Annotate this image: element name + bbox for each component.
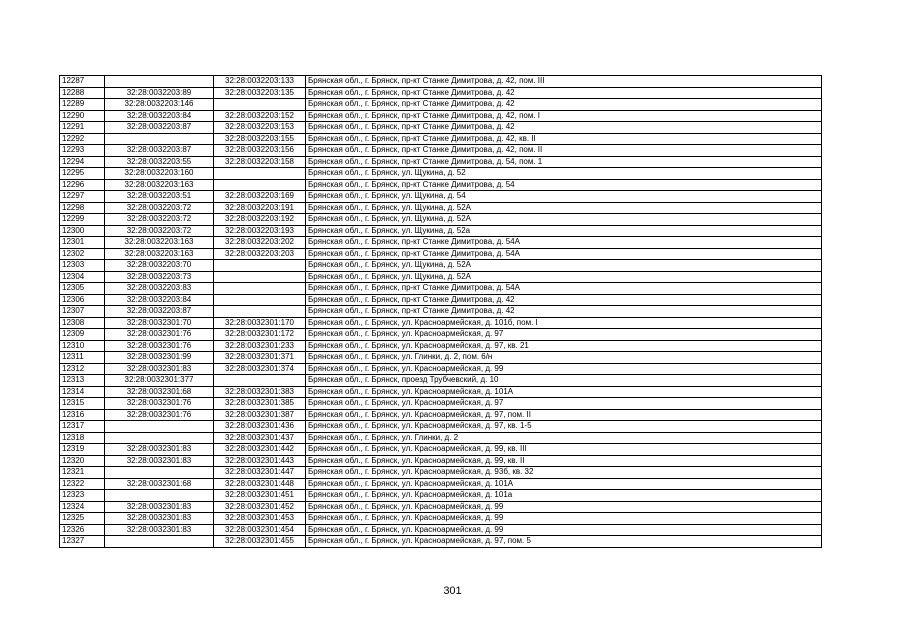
- registry-table: [59, 75, 822, 548]
- address-cell: Брянская обл., г. Брянск, пр-кт Станке Димитрова, д. 42: [306, 294, 822, 306]
- land-cadastral-number-cell: 32:28:0032301:83: [105, 524, 214, 536]
- row-number-cell: 12324: [60, 501, 105, 513]
- row-number-cell: 12313: [60, 375, 105, 387]
- object-cadastral-number-cell: [214, 271, 306, 283]
- row-number-cell: 12299: [60, 214, 105, 226]
- address-cell: Брянская обл., г. Брянск, ул. Красноармейская, д. 97, кв. 21: [306, 340, 822, 352]
- row-number-cell: 12302: [60, 248, 105, 260]
- row-number-cell: 12326: [60, 524, 105, 536]
- address-cell: Брянская обл., г. Брянск, пр-кт Станке Димитрова, д. 54А: [306, 283, 822, 295]
- address-cell: Брянская обл., г. Брянск, ул. Красноармейская, д. 99, кв. II: [306, 455, 822, 467]
- row-number-cell: 12294: [60, 156, 105, 168]
- row-number-cell: 12322: [60, 478, 105, 490]
- address-cell: Брянская обл., г. Брянск, ул. Красноармейская, д. 99: [306, 363, 822, 375]
- object-cadastral-number-cell: 32:28:0032301:447: [214, 467, 306, 479]
- land-cadastral-number-cell: 32:28:0032203:72: [105, 225, 214, 237]
- address-cell: Брянская обл., г. Брянск, пр-кт Станке Димитрова, д. 42: [306, 99, 822, 111]
- address-cell: Брянская обл., г. Брянск, ул. Красноармейская, д. 97: [306, 329, 822, 341]
- row-number-cell: 12292: [60, 133, 105, 145]
- row-number-cell: 12301: [60, 237, 105, 249]
- row-number-cell: 12327: [60, 536, 105, 548]
- land-cadastral-number-cell: 32:28:0032203:163: [105, 248, 214, 260]
- address-cell: Брянская обл., г. Брянск, ул. Щукина, д. 52а: [306, 225, 822, 237]
- table-row: [60, 260, 822, 272]
- object-cadastral-number-cell: 32:28:0032301:454: [214, 524, 306, 536]
- land-cadastral-number-cell: 32:28:0032203:146: [105, 99, 214, 111]
- address-cell: Брянская обл., г. Брянск, пр-кт Станке Димитрова, д. 54А: [306, 248, 822, 260]
- row-number-cell: 12305: [60, 283, 105, 295]
- row-number-cell: 12289: [60, 99, 105, 111]
- land-cadastral-number-cell: [105, 432, 214, 444]
- table-row: [60, 409, 822, 421]
- row-number-cell: 12298: [60, 202, 105, 214]
- land-cadastral-number-cell: 32:28:0032301:83: [105, 501, 214, 513]
- object-cadastral-number-cell: [214, 260, 306, 272]
- table-row: [60, 133, 822, 145]
- table-row: [60, 179, 822, 191]
- land-cadastral-number-cell: 32:28:0032301:83: [105, 455, 214, 467]
- row-number-cell: 12304: [60, 271, 105, 283]
- table-row: [60, 375, 822, 387]
- row-number-cell: 12291: [60, 122, 105, 134]
- row-number-cell: 12309: [60, 329, 105, 341]
- address-cell: Брянская обл., г. Брянск, ул. Глинки, д. 2, пом. 6/н: [306, 352, 822, 364]
- row-number-cell: 12308: [60, 317, 105, 329]
- address-cell: Брянская обл., г. Брянск, ул. Красноармейская, д. 97: [306, 398, 822, 410]
- object-cadastral-number-cell: 32:28:0032203:193: [214, 225, 306, 237]
- table-row: [60, 145, 822, 157]
- table-row: [60, 432, 822, 444]
- object-cadastral-number-cell: 32:28:0032203:203: [214, 248, 306, 260]
- row-number-cell: 12321: [60, 467, 105, 479]
- object-cadastral-number-cell: 32:28:0032203:158: [214, 156, 306, 168]
- land-cadastral-number-cell: 32:28:0032203:51: [105, 191, 214, 203]
- table-row: [60, 524, 822, 536]
- object-cadastral-number-cell: [214, 179, 306, 191]
- object-cadastral-number-cell: [214, 375, 306, 387]
- address-cell: Брянская обл., г. Брянск, ул. Щукина, д. 54: [306, 191, 822, 203]
- address-cell: Брянская обл., г. Брянск, пр-кт Станке Димитрова, д. 54А: [306, 237, 822, 249]
- address-cell: Брянская обл., г. Брянск, ул. Красноармейская, д. 97, пом. II: [306, 409, 822, 421]
- address-cell: Брянская обл., г. Брянск, ул. Щукина, д. 52: [306, 168, 822, 180]
- land-cadastral-number-cell: [105, 490, 214, 502]
- address-cell: Брянская обл., г. Брянск, ул. Красноармейская, д. 99, кв. III: [306, 444, 822, 456]
- table-row: [60, 122, 822, 134]
- row-number-cell: 12323: [60, 490, 105, 502]
- land-cadastral-number-cell: 32:28:0032203:83: [105, 283, 214, 295]
- row-number-cell: 12310: [60, 340, 105, 352]
- table-row: [60, 294, 822, 306]
- land-cadastral-number-cell: 32:28:0032301:76: [105, 340, 214, 352]
- table-row: [60, 478, 822, 490]
- address-cell: Брянская обл., г. Брянск, пр-кт Станке Димитрова, д. 42: [306, 306, 822, 318]
- object-cadastral-number-cell: 32:28:0032301:374: [214, 363, 306, 375]
- row-number-cell: 12315: [60, 398, 105, 410]
- row-number-cell: 12318: [60, 432, 105, 444]
- object-cadastral-number-cell: 32:28:0032203:202: [214, 237, 306, 249]
- object-cadastral-number-cell: 32:28:0032301:387: [214, 409, 306, 421]
- object-cadastral-number-cell: [214, 283, 306, 295]
- object-cadastral-number-cell: [214, 306, 306, 318]
- address-cell: Брянская обл., г. Брянск, пр-кт Станке Димитрова, д. 54: [306, 179, 822, 191]
- registry-table-body: [60, 76, 822, 548]
- object-cadastral-number-cell: 32:28:0032301:443: [214, 455, 306, 467]
- object-cadastral-number-cell: 32:28:0032301:383: [214, 386, 306, 398]
- land-cadastral-number-cell: 32:28:0032301:83: [105, 363, 214, 375]
- table-row: [60, 214, 822, 226]
- row-number-cell: 12290: [60, 110, 105, 122]
- table-row: [60, 513, 822, 525]
- row-number-cell: 12317: [60, 421, 105, 433]
- object-cadastral-number-cell: 32:28:0032301:436: [214, 421, 306, 433]
- table-row: [60, 340, 822, 352]
- table-row: [60, 110, 822, 122]
- object-cadastral-number-cell: 32:28:0032301:371: [214, 352, 306, 364]
- address-cell: Брянская обл., г. Брянск, пр-кт Станке Димитрова, д. 42: [306, 87, 822, 99]
- address-cell: Брянская обл., г. Брянск, ул. Красноармейская, д. 93б, кв. 32: [306, 467, 822, 479]
- table-row: [60, 501, 822, 513]
- row-number-cell: 12297: [60, 191, 105, 203]
- row-number-cell: 12288: [60, 87, 105, 99]
- address-cell: Брянская обл., г. Брянск, пр-кт Станке Димитрова, д. 42, кв. II: [306, 133, 822, 145]
- land-cadastral-number-cell: 32:28:0032301:68: [105, 386, 214, 398]
- object-cadastral-number-cell: 32:28:0032203:135: [214, 87, 306, 99]
- table-row: [60, 168, 822, 180]
- table-row: [60, 329, 822, 341]
- address-cell: Брянская обл., г. Брянск, ул. Красноармейская, д. 101а: [306, 490, 822, 502]
- table-row: [60, 317, 822, 329]
- table-row: [60, 191, 822, 203]
- address-cell: Брянская обл., г. Брянск, ул. Красноармейская, д. 99: [306, 524, 822, 536]
- address-cell: Брянская обл., г. Брянск, ул. Щукина, д. 52А: [306, 271, 822, 283]
- land-cadastral-number-cell: 32:28:0032203:84: [105, 110, 214, 122]
- address-cell: Брянская обл., г. Брянск, ул. Красноармейская, д. 101А: [306, 478, 822, 490]
- address-cell: Брянская обл., г. Брянск, проезд Трубчевский, д. 10: [306, 375, 822, 387]
- land-cadastral-number-cell: 32:28:0032203:70: [105, 260, 214, 272]
- object-cadastral-number-cell: 32:28:0032203:192: [214, 214, 306, 226]
- row-number-cell: 12303: [60, 260, 105, 272]
- row-number-cell: 12319: [60, 444, 105, 456]
- land-cadastral-number-cell: 32:28:0032203:89: [105, 87, 214, 99]
- object-cadastral-number-cell: 32:28:0032301:172: [214, 329, 306, 341]
- page-number: 301: [443, 585, 462, 597]
- land-cadastral-number-cell: 32:28:0032301:76: [105, 329, 214, 341]
- object-cadastral-number-cell: 32:28:0032203:152: [214, 110, 306, 122]
- row-number-cell: 12312: [60, 363, 105, 375]
- land-cadastral-number-cell: [105, 421, 214, 433]
- land-cadastral-number-cell: 32:28:0032301:76: [105, 409, 214, 421]
- address-cell: Брянская обл., г. Брянск, пр-кт Станке Димитрова, д. 42, пом. II: [306, 145, 822, 157]
- table-row: [60, 467, 822, 479]
- row-number-cell: 12295: [60, 168, 105, 180]
- object-cadastral-number-cell: 32:28:0032203:133: [214, 76, 306, 88]
- land-cadastral-number-cell: 32:28:0032203:163: [105, 237, 214, 249]
- address-cell: Брянская обл., г. Брянск, ул. Красноармейская, д. 97, кв. 1-5: [306, 421, 822, 433]
- address-cell: Брянская обл., г. Брянск, пр-кт Станке Димитрова, д. 42, пом. I: [306, 110, 822, 122]
- table-row: [60, 421, 822, 433]
- object-cadastral-number-cell: 32:28:0032301:437: [214, 432, 306, 444]
- row-number-cell: 12300: [60, 225, 105, 237]
- address-cell: Брянская обл., г. Брянск, пр-кт Станке Димитрова, д. 54, пом. 1: [306, 156, 822, 168]
- land-cadastral-number-cell: 32:28:0032301:99: [105, 352, 214, 364]
- land-cadastral-number-cell: 32:28:0032203:84: [105, 294, 214, 306]
- land-cadastral-number-cell: 32:28:0032203:73: [105, 271, 214, 283]
- object-cadastral-number-cell: 32:28:0032301:451: [214, 490, 306, 502]
- table-row: [60, 283, 822, 295]
- object-cadastral-number-cell: [214, 294, 306, 306]
- object-cadastral-number-cell: 32:28:0032301:448: [214, 478, 306, 490]
- address-cell: Брянская обл., г. Брянск, ул. Красноармейская, д. 99: [306, 501, 822, 513]
- address-cell: Брянская обл., г. Брянск, пр-кт Станке Димитрова, д. 42: [306, 122, 822, 134]
- table-row: [60, 87, 822, 99]
- row-number-cell: 12311: [60, 352, 105, 364]
- table-row: [60, 99, 822, 111]
- row-number-cell: 12293: [60, 145, 105, 157]
- row-number-cell: 12320: [60, 455, 105, 467]
- table-row: [60, 156, 822, 168]
- row-number-cell: 12316: [60, 409, 105, 421]
- table-row: [60, 455, 822, 467]
- object-cadastral-number-cell: [214, 168, 306, 180]
- land-cadastral-number-cell: 32:28:0032203:55: [105, 156, 214, 168]
- row-number-cell: 12325: [60, 513, 105, 525]
- table-row: [60, 237, 822, 249]
- object-cadastral-number-cell: 32:28:0032301:455: [214, 536, 306, 548]
- land-cadastral-number-cell: 32:28:0032203:160: [105, 168, 214, 180]
- address-cell: Брянская обл., г. Брянск, ул. Глинки, д. 2: [306, 432, 822, 444]
- address-cell: Брянская обл., г. Брянск, ул. Красноармейская, д. 101А: [306, 386, 822, 398]
- table-row: [60, 202, 822, 214]
- object-cadastral-number-cell: 32:28:0032203:153: [214, 122, 306, 134]
- table-row: [60, 248, 822, 260]
- land-cadastral-number-cell: [105, 76, 214, 88]
- land-cadastral-number-cell: 32:28:0032203:72: [105, 214, 214, 226]
- table-row: [60, 363, 822, 375]
- address-cell: Брянская обл., г. Брянск, ул. Красноармейская, д. 101б, пом. I: [306, 317, 822, 329]
- table-row: [60, 76, 822, 88]
- object-cadastral-number-cell: 32:28:0032203:156: [214, 145, 306, 157]
- table-row: [60, 536, 822, 548]
- table-row: [60, 271, 822, 283]
- row-number-cell: 12306: [60, 294, 105, 306]
- land-cadastral-number-cell: [105, 467, 214, 479]
- land-cadastral-number-cell: 32:28:0032301:83: [105, 444, 214, 456]
- land-cadastral-number-cell: 32:28:0032301:377: [105, 375, 214, 387]
- object-cadastral-number-cell: 32:28:0032203:191: [214, 202, 306, 214]
- land-cadastral-number-cell: 32:28:0032301:70: [105, 317, 214, 329]
- object-cadastral-number-cell: 32:28:0032301:170: [214, 317, 306, 329]
- table-row: [60, 352, 822, 364]
- land-cadastral-number-cell: 32:28:0032203:87: [105, 145, 214, 157]
- table-row: [60, 398, 822, 410]
- land-cadastral-number-cell: [105, 133, 214, 145]
- table-row: [60, 444, 822, 456]
- table-row: [60, 306, 822, 318]
- object-cadastral-number-cell: [214, 99, 306, 111]
- land-cadastral-number-cell: 32:28:0032203:163: [105, 179, 214, 191]
- object-cadastral-number-cell: 32:28:0032301:452: [214, 501, 306, 513]
- object-cadastral-number-cell: 32:28:0032301:385: [214, 398, 306, 410]
- land-cadastral-number-cell: [105, 536, 214, 548]
- address-cell: Брянская обл., г. Брянск, ул. Красноармейская, д. 99: [306, 513, 822, 525]
- object-cadastral-number-cell: 32:28:0032203:169: [214, 191, 306, 203]
- row-number-cell: 12307: [60, 306, 105, 318]
- row-number-cell: 12314: [60, 386, 105, 398]
- land-cadastral-number-cell: 32:28:0032203:72: [105, 202, 214, 214]
- land-cadastral-number-cell: 32:28:0032203:87: [105, 306, 214, 318]
- object-cadastral-number-cell: 32:28:0032301:453: [214, 513, 306, 525]
- table-row: [60, 225, 822, 237]
- address-cell: Брянская обл., г. Брянск, ул. Щукина, д. 52А: [306, 214, 822, 226]
- table-row: [60, 490, 822, 502]
- address-cell: Брянская обл., г. Брянск, ул. Красноармейская, д. 97, пом. 5: [306, 536, 822, 548]
- row-number-cell: 12287: [60, 76, 105, 88]
- row-number-cell: 12296: [60, 179, 105, 191]
- land-cadastral-number-cell: 32:28:0032301:76: [105, 398, 214, 410]
- object-cadastral-number-cell: 32:28:0032301:442: [214, 444, 306, 456]
- land-cadastral-number-cell: 32:28:0032203:87: [105, 122, 214, 134]
- object-cadastral-number-cell: 32:28:0032301:233: [214, 340, 306, 352]
- object-cadastral-number-cell: 32:28:0032203:155: [214, 133, 306, 145]
- land-cadastral-number-cell: 32:28:0032301:68: [105, 478, 214, 490]
- address-cell: Брянская обл., г. Брянск, пр-кт Станке Димитрова, д. 42, пом. III: [306, 76, 822, 88]
- address-cell: Брянская обл., г. Брянск, ул. Щукина, д. 52А: [306, 202, 822, 214]
- table-row: [60, 386, 822, 398]
- land-cadastral-number-cell: 32:28:0032301:83: [105, 513, 214, 525]
- address-cell: Брянская обл., г. Брянск, ул. Щукина, д. 52А: [306, 260, 822, 272]
